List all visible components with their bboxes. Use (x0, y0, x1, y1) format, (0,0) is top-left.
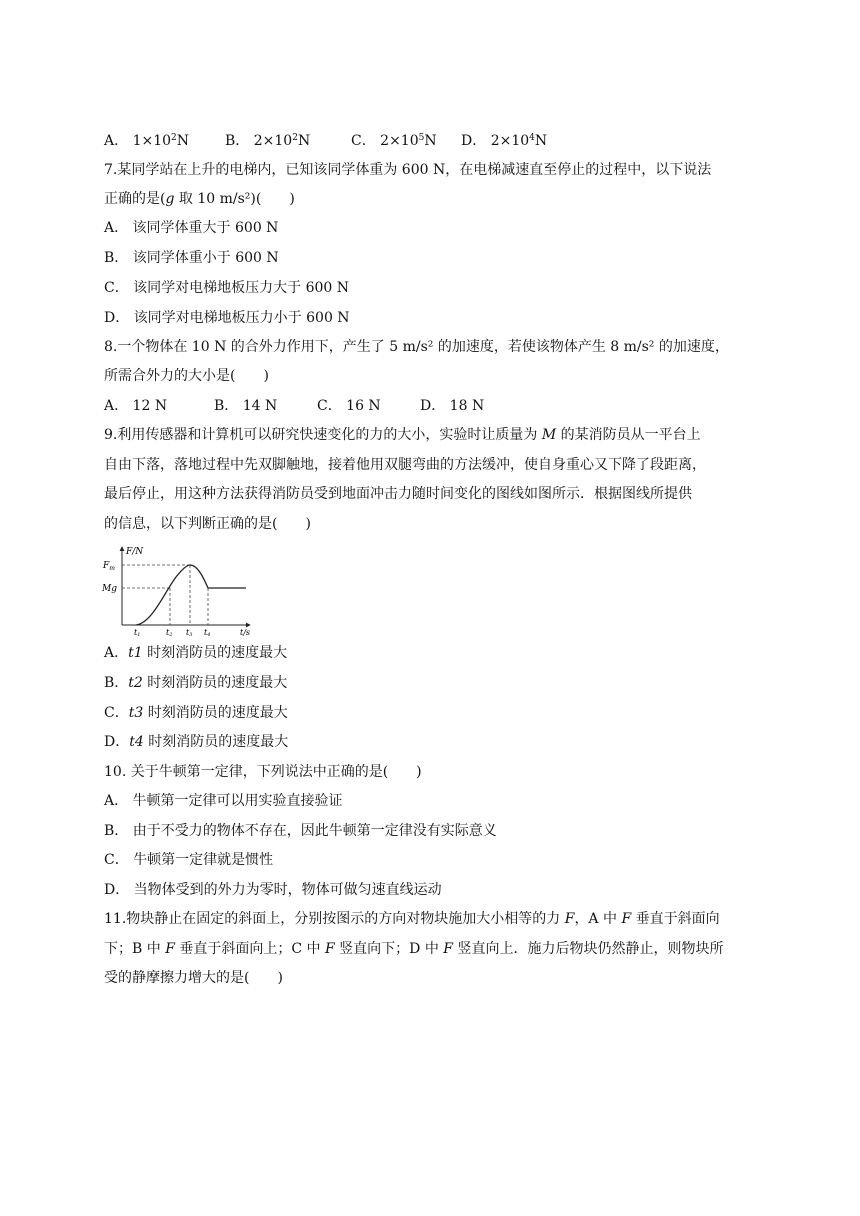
q9-stem-line2: 自由下落，落地过程中先双脚触地，接着他用双腿弯曲的方法缓冲，使自身重心又下降了段距离， (104, 457, 706, 473)
q8-stem-line2: 所需合外力的大小是( ) (104, 368, 269, 384)
tick-t4 (204, 628, 210, 638)
q9-stem-line3: 最后停止，用这种方法获得消防员受到地面冲击力随时间变化的图线如图所示．根据图线所提供 (104, 486, 692, 502)
q9-var-m: M (541, 427, 557, 443)
q7-option-c[interactable]: C． 该同学对电梯地板压力大于 600 N (104, 280, 350, 296)
q11-stem-line1 (104, 909, 720, 929)
q9-stem-text-a: 9.利用传感器和计算机可以研究快速变化的力的大小，实验时让质量为 (104, 427, 542, 443)
q11-var-f4: F (324, 941, 335, 957)
q6-option-d-label: D． (461, 133, 487, 149)
q11-text-2a: 下；B 中 (104, 941, 166, 957)
q6-option-b-unit: N (297, 133, 311, 149)
q9-stem-line1 (104, 425, 701, 445)
q11-text-1a: 11.物块静止在固定的斜面上，分别按图示的方向对物块施加大小相等的力 (104, 911, 565, 927)
tick-t1-sub: 1 (137, 632, 141, 638)
q6-option-c-exp: 5 (418, 133, 425, 143)
q7-var-g: g (165, 191, 175, 207)
tick-t2-main: t (166, 628, 170, 637)
q9-option-a-label: A． (104, 645, 129, 661)
q7-stem-line1: 7.某同学站在上升的电梯内，已知该同学体重为 600 N，在电梯减速直至停止的过程中，以下说法 (104, 162, 712, 178)
q10-option-b[interactable]: B． 由于不受力的物体不存在，因此牛顿第一定律没有实际意义 (104, 823, 497, 839)
q11-text-2b: 垂直于斜面向上；C 中 (174, 941, 325, 957)
q9-option-c[interactable] (104, 703, 288, 723)
tick-t1 (134, 628, 140, 638)
q8-option-b[interactable]: B． 14 N (214, 398, 278, 414)
q10-option-d[interactable]: D． 当物体受到的外力为零时，物体可做匀速直线运动 (104, 882, 442, 898)
q9-option-d-var: t4 (129, 734, 144, 750)
q6-option-d-base: 2×10 (490, 133, 530, 149)
q7-option-a[interactable]: A． 该同学体重大于 600 N (104, 220, 279, 236)
q7-option-b[interactable]: B． 该同学体重小于 600 N (104, 250, 279, 266)
tick-t3-main: t (186, 628, 190, 637)
y-axis-label: F/N (126, 547, 144, 557)
q10-stem: 10. 关于牛顿第一定律，下列说法中正确的是( ) (104, 764, 422, 780)
q11-text-2c: 竖直向下；D 中 (334, 941, 444, 957)
q7-stem-text-b: 取 10 m/s²)( ) (174, 191, 295, 207)
q11-text-1b: ，A 中 (574, 911, 622, 927)
tick-t2-sub: 2 (169, 632, 173, 638)
q7-option-d[interactable]: D． 该同学对电梯地板压力小于 600 N (104, 310, 350, 326)
q8-stem-line1: 8.一个物体在 10 N 的合外力作用下，产生了 5 m/s² 的加速度，若使该物体产生 8 m/s² 的加速度， (104, 339, 729, 355)
q6-option-c-label: C． (351, 133, 376, 149)
q9-option-c-text: 时刻消防员的速度最大 (143, 705, 288, 721)
q9-stem-line4: 的信息，以下判断正确的是( ) (104, 516, 311, 532)
q9-option-a-var: t1 (128, 645, 143, 661)
q6-option-b-exp: 2 (292, 133, 298, 143)
q9-option-b[interactable] (104, 673, 287, 693)
fm-label-sub: m (109, 565, 115, 572)
q7-stem-line2 (104, 189, 295, 209)
q6-option-b-base: 2×10 (253, 133, 293, 149)
q11-stem-line2 (104, 939, 723, 959)
q11-var-f5: F (443, 941, 453, 957)
q11-var-f1: F (564, 911, 575, 927)
mg-label: Mg (102, 584, 117, 594)
q9-option-c-label: C． (104, 705, 129, 721)
q6-option-b[interactable] (225, 131, 351, 151)
q11-var-f2: F (621, 911, 632, 927)
force-time-graph (100, 543, 260, 639)
x-axis-label: t/s (240, 628, 251, 637)
q6-option-a-label: A． (104, 133, 129, 149)
fm-label-main: F (103, 561, 110, 571)
q6-option-d-unit: N (534, 133, 548, 149)
tick-t3 (186, 628, 192, 638)
q6-option-c[interactable] (351, 131, 461, 151)
q7-stem-text-a: 正确的是( (104, 191, 166, 207)
q11-text-1c: 垂直于斜面向 (631, 911, 720, 927)
q9-option-b-var: t2 (128, 675, 143, 691)
q10-option-c[interactable]: C． 牛顿第一定律就是惯性 (104, 852, 274, 868)
q6-option-d[interactable] (461, 131, 547, 151)
q10-option-a[interactable]: A． 牛顿第一定律可以用实验直接验证 (104, 793, 343, 809)
q9-stem-text-b: 的某消防员从一平台上 (556, 427, 701, 443)
q8-option-a[interactable]: A． 12 N (104, 398, 168, 414)
tick-t4-sub: 4 (207, 632, 211, 638)
q11-stem-line3: 受的静摩擦力增大的是( ) (104, 970, 283, 986)
q8-option-c[interactable]: C． 16 N (317, 398, 381, 414)
q8-option-d[interactable]: D． 18 N (420, 398, 485, 414)
q6-option-a[interactable] (104, 131, 225, 151)
q9-option-b-text: 时刻消防员的速度最大 (142, 675, 288, 691)
q6-option-d-exp: 4 (529, 133, 535, 143)
tick-t1-main: t (134, 628, 138, 637)
q6-option-b-label: B． (225, 133, 250, 149)
q9-option-a[interactable] (104, 643, 287, 663)
q9-option-c-var: t3 (128, 705, 144, 721)
q9-option-d[interactable] (104, 732, 288, 752)
q6-option-c-base: 2×10 (380, 133, 419, 149)
force-curve (136, 565, 246, 625)
q9-option-b-label: B． (104, 675, 129, 691)
tick-t4-main: t (204, 628, 208, 637)
tick-t3-sub: 3 (189, 632, 193, 638)
q6-option-c-unit: N (424, 133, 437, 149)
fm-label (102, 561, 115, 572)
tick-t2 (166, 628, 172, 638)
q6-options (104, 131, 547, 151)
q9-option-a-text: 时刻消防员的速度最大 (142, 645, 288, 661)
q6-option-a-base: 1×10 (132, 133, 172, 149)
q6-option-a-exp: 2 (171, 133, 177, 143)
q11-text-2d: 竖直向上．施力后物块仍然静止，则物块所 (453, 941, 724, 957)
q9-option-d-label: D． (104, 734, 130, 750)
q6-option-a-unit: N (176, 133, 190, 149)
q9-option-d-text: 时刻消防员的速度最大 (143, 734, 289, 750)
q8-options (104, 396, 484, 416)
q11-var-f3: F (165, 941, 175, 957)
